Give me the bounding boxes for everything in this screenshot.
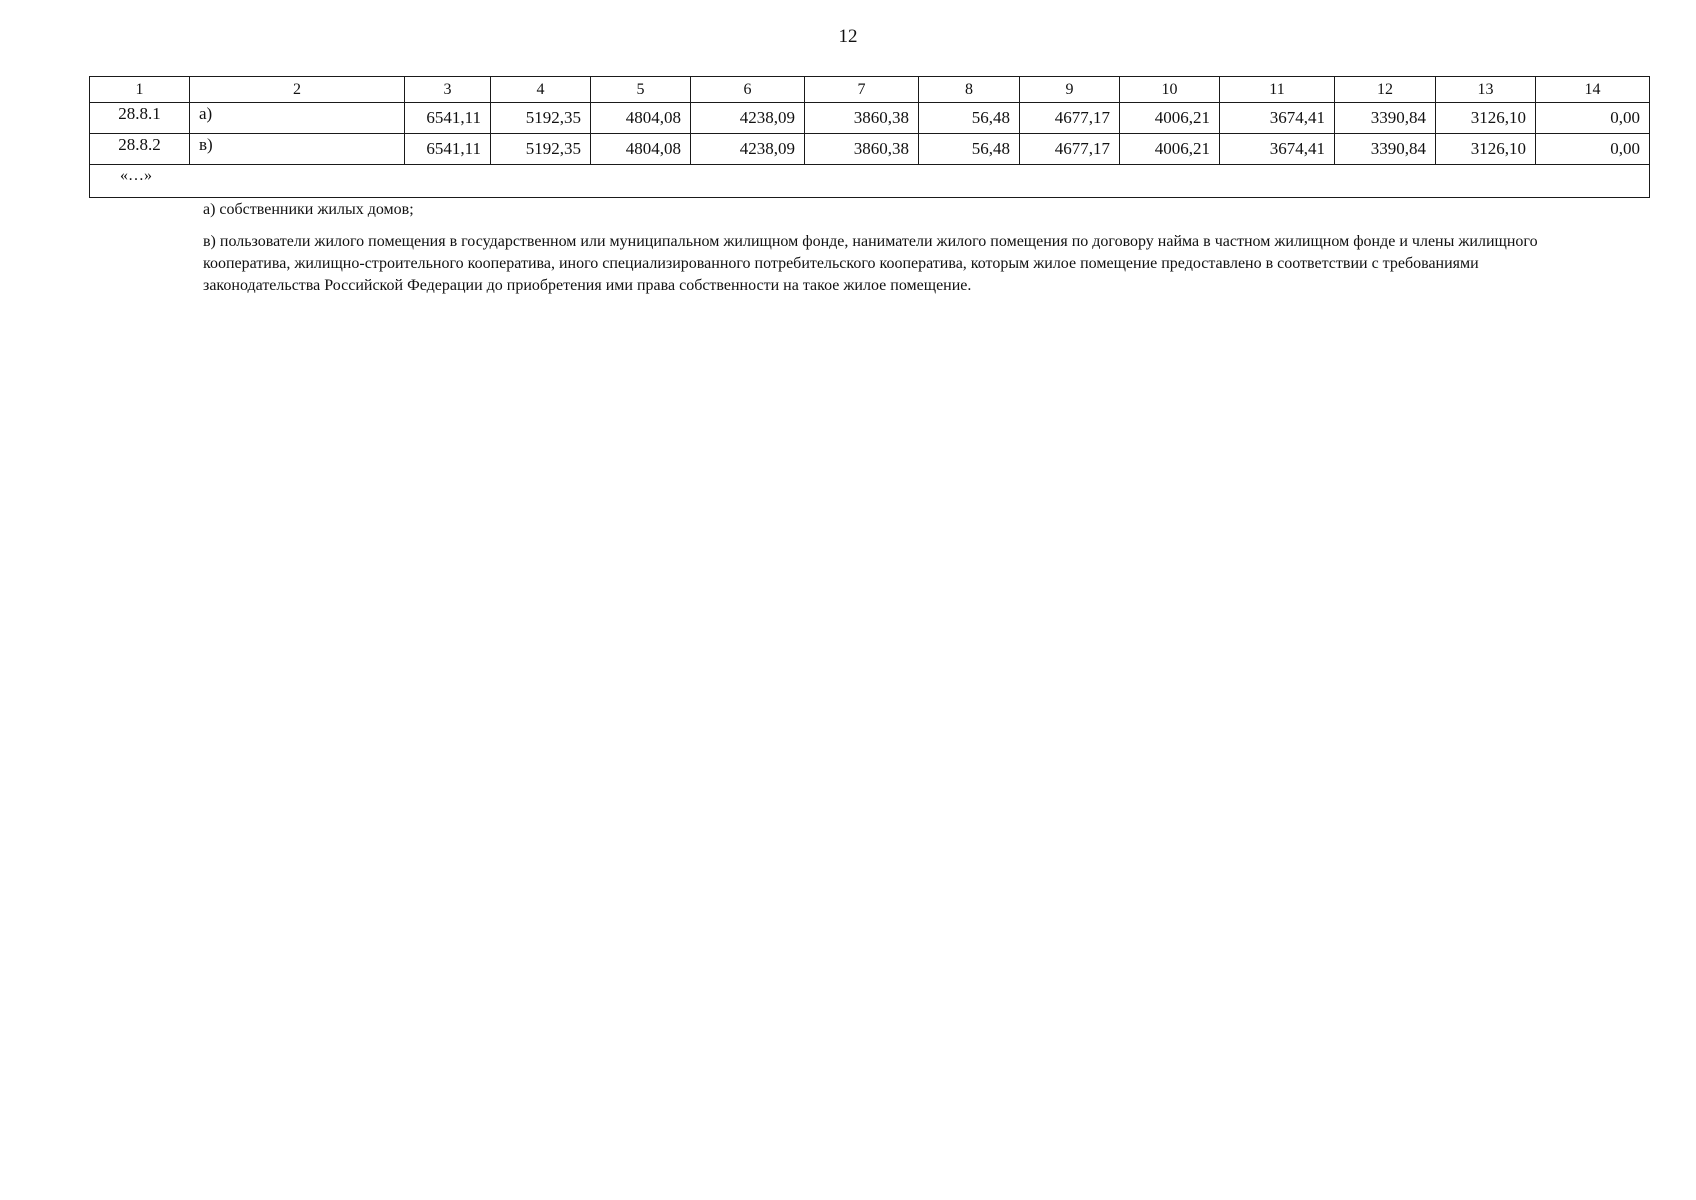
table-cell: 4677,17 [1020, 134, 1120, 165]
table-cell: 3674,41 [1220, 103, 1335, 134]
column-header: 8 [919, 77, 1020, 103]
table-cell: 5192,35 [491, 134, 591, 165]
table-cell: 3126,10 [1436, 103, 1536, 134]
table-cell: 3390,84 [1335, 134, 1436, 165]
column-header: 2 [190, 77, 405, 103]
footnote-a: а) собственники жилых домов; [203, 201, 414, 218]
table-cell: 4006,21 [1120, 103, 1220, 134]
table-cell: 0,00 [1536, 103, 1650, 134]
table-cell: 6541,11 [405, 134, 491, 165]
table-row [90, 134, 1650, 165]
table-cell: 3390,84 [1335, 103, 1436, 134]
table-cell: 4804,08 [591, 103, 691, 134]
table-cell: 4238,09 [691, 103, 805, 134]
column-header: 4 [491, 77, 591, 103]
table-cell: 3126,10 [1436, 134, 1536, 165]
column-header: 14 [1536, 77, 1650, 103]
table-cell: 56,48 [919, 103, 1020, 134]
column-header: 11 [1220, 77, 1335, 103]
table-cell: 4006,21 [1120, 134, 1220, 165]
table-cell: 3674,41 [1220, 134, 1335, 165]
row-code: 28.8.1 [90, 103, 190, 134]
table-cell: 4677,17 [1020, 103, 1120, 134]
table-row [90, 103, 1650, 134]
footnotes [203, 199, 1593, 307]
row-label: в) [190, 134, 405, 165]
table-cell: 0,00 [1536, 134, 1650, 165]
column-header: 10 [1120, 77, 1220, 103]
table-cell: 5192,35 [491, 103, 591, 134]
column-header: 7 [805, 77, 919, 103]
header-row [90, 77, 1650, 103]
column-header: 5 [591, 77, 691, 103]
table-cell: 56,48 [919, 134, 1020, 165]
table-cell: 4804,08 [591, 134, 691, 165]
column-header: 1 [90, 77, 190, 103]
tariff-table [89, 76, 1650, 198]
column-header: 3 [405, 77, 491, 103]
column-header: 9 [1020, 77, 1120, 103]
continuation-row [90, 165, 1650, 198]
table-cell: 6541,11 [405, 103, 491, 134]
column-header: 12 [1335, 77, 1436, 103]
footnote-v: в) пользователи жилого помещения в государственном или муниципальном жилищном фонде, наниматели жилого помещения по договору найма в частном жилищном фонде и члены жилищного кооператива, жилищно-строительного кооператива, иного специализированного потребительского кооператива, которым жилое помещение предоставлено в соответствии с требованиями законодательства Российской Федерации до приобретения ими права собственности на такое жилое помещение. [203, 233, 1538, 294]
page-number: 12 [838, 26, 858, 47]
continuation-mark: «…» [90, 165, 1650, 198]
row-code: 28.8.2 [90, 134, 190, 165]
table-cell: 4238,09 [691, 134, 805, 165]
table-cell: 3860,38 [805, 134, 919, 165]
row-label: а) [190, 103, 405, 134]
column-header: 6 [691, 77, 805, 103]
table-cell: 3860,38 [805, 103, 919, 134]
column-header: 13 [1436, 77, 1536, 103]
